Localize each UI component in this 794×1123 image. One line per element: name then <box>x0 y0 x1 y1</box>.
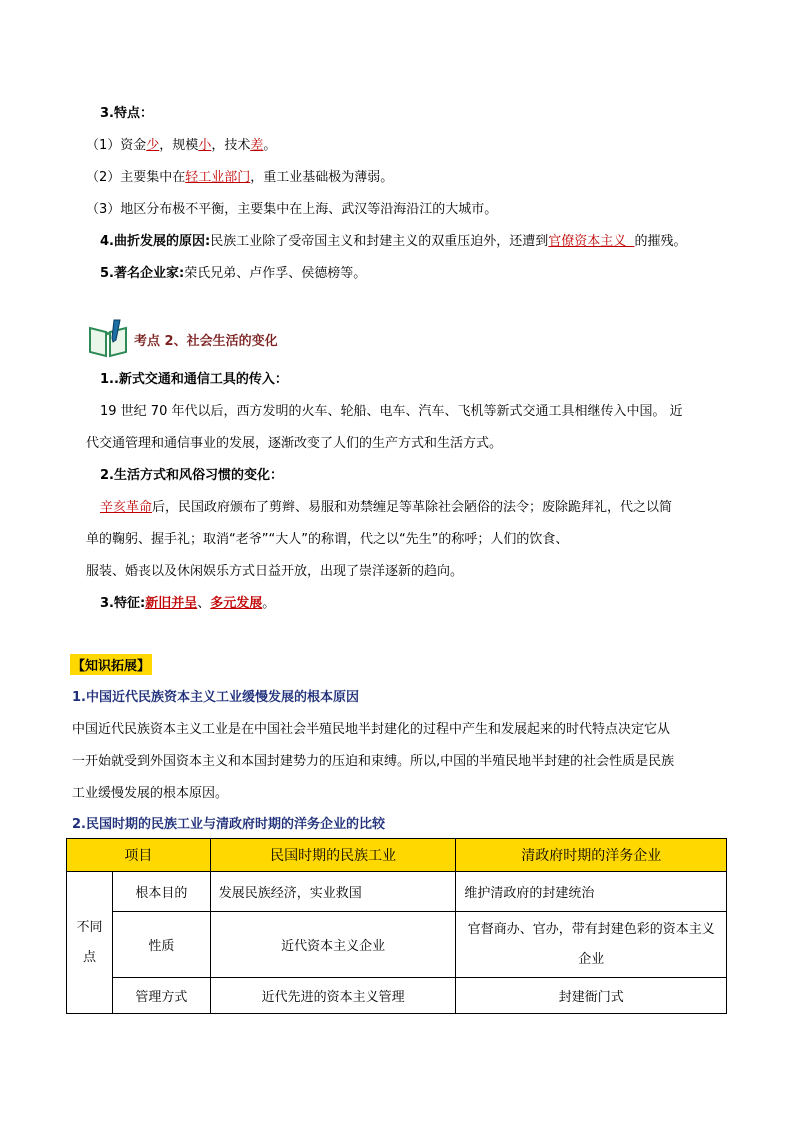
reason-line: 4.曲折发展的原因:民族工业除了受帝国主义和封建主义的双重压迫外，还遭到官僚资本主义 的摧残。 <box>100 234 687 249</box>
transport-para-1: 19 世纪 70 年代以后，西方发明的火车、轮船、电车、汽车、飞机等新式交通工具相继传入中国。 近 <box>100 404 683 419</box>
lifestyle-para-1: 辛亥革命后，民国政府颁布了剪辫、易服和劝禁缠足等革除社会陋俗的法令；废除跪拜礼，代之以简 <box>100 500 673 515</box>
extension-title-1: 1.中国近代民族资本主义工业缓慢发展的根本原因 <box>72 690 359 705</box>
entrepreneur-line: 5.著名企业家:荣氏兄弟、卢作孚、侯德榜等。 <box>100 266 367 281</box>
extension-para-2: 一开始就受到外国资本主义和本国封建势力的压迫和束缚。所以,中国的半殖民地半封建的社会性质是民族 <box>72 754 675 769</box>
extension-title-2: 2.民国时期的民族工业与清政府时期的洋务企业的比较 <box>72 817 385 832</box>
extension-para-1: 中国近代民族资本主义工业是在中国社会半殖民地半封建化的过程中产生和发展起来的时代特点决定它从 <box>72 722 671 737</box>
extension-para-3: 工业缓慢发展的根本原因。 <box>72 786 229 801</box>
book-icon <box>86 318 130 358</box>
group-differences: 不同点 <box>67 872 113 1014</box>
header-national-industry: 民国时期的民族工业 <box>210 839 456 872</box>
row-westernization-value: 维护清政府的封建统治 <box>456 872 727 912</box>
table-row <box>67 978 727 1014</box>
knowledge-extension-tag: 【知识拓展】 <box>70 654 152 675</box>
feature-line-1: （1）资金少，规模小，技术差。 <box>86 138 277 153</box>
section-title-social-life: 考点 2、社会生活的变化 <box>134 334 278 349</box>
row-national-value: 近代资本主义企业 <box>210 912 456 978</box>
lifestyle-para-3: 服装、婚丧以及休闲娱乐方式日益开放，出现了崇洋逐新的趋向。 <box>86 564 464 579</box>
characteristics-line: 3.特征:新旧并呈、多元发展。 <box>100 596 276 611</box>
table-header-row <box>67 839 727 872</box>
row-item: 根本目的 <box>112 872 210 912</box>
heading-transport: 1..新式交通和通信工具的传入： <box>100 372 288 387</box>
feature-line-2: （2）主要集中在轻工业部门，重工业基础极为薄弱。 <box>86 170 394 185</box>
row-national-value: 发展民族经济，实业救国 <box>210 872 456 912</box>
row-item: 管理方式 <box>112 978 210 1014</box>
header-item: 项目 <box>67 839 211 872</box>
row-item: 性质 <box>112 912 210 978</box>
heading-lifestyle: 2.生活方式和风俗习惯的变化： <box>100 468 283 483</box>
heading-features: 3.特点： <box>100 106 153 121</box>
feature-line-3: （3）地区分布极不平衡，主要集中在上海、武汉等沿海沿江的大城市。 <box>86 202 498 217</box>
header-westernization-enterprise: 清政府时期的洋务企业 <box>456 839 727 872</box>
row-westernization-value: 封建衙门式 <box>456 978 727 1014</box>
comparison-table <box>66 838 727 1014</box>
lifestyle-para-2: 单的鞠躬、握手礼；取消“老爷”“大人”的称谓，代之以“先生”的称呼；人们的饮食、 <box>86 532 569 547</box>
row-national-value: 近代先进的资本主义管理 <box>210 978 456 1014</box>
row-westernization-value: 官督商办、官办，带有封建色彩的资本主义企业 <box>456 912 727 978</box>
table-row <box>67 912 727 978</box>
table-row <box>67 872 727 912</box>
transport-para-2: 代交通管理和通信事业的发展，逐渐改变了人们的生产方式和生活方式。 <box>86 436 503 451</box>
